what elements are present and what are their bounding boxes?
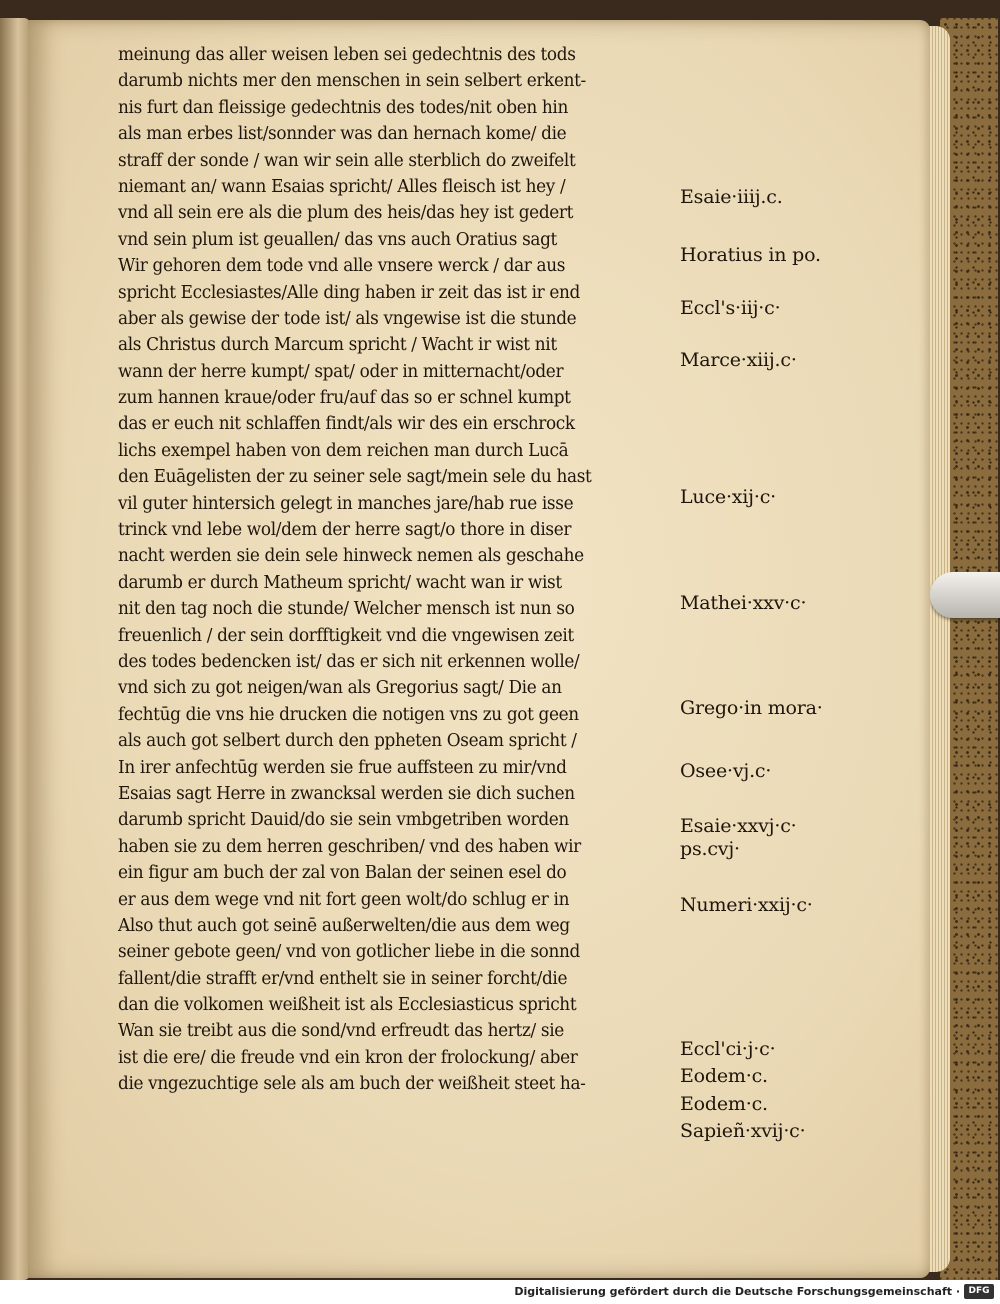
facing-page-edge xyxy=(0,18,30,1280)
text-line: Also thut auch got seinē außerwelten/die aus dem weg xyxy=(118,915,570,936)
text-line: lichs exempel haben von dem reichen man durch Lucā xyxy=(118,440,569,461)
text-line: Wir gehoren dem tode vnd alle vnsere werck / dar aus xyxy=(118,256,566,277)
text-line: zum hannen kraue/oder fru/auf das so er schnel kumpt xyxy=(118,388,571,409)
text-line: vnd sich zu got neigen/wan als Gregorius sagt/ Die an xyxy=(118,678,562,699)
margin-note: Eccl'ci·j·c· xyxy=(680,1038,776,1060)
text-line: Esaias sagt Herre in zwancksal werden sie dich suchen xyxy=(118,783,575,804)
text-line: ist die ere/ die freude vnd ein kron der frolockung/ aber xyxy=(118,1047,578,1068)
text-line: straff der sonde / wan wir sein alle sterblich do zweifelt xyxy=(118,150,576,171)
text-line: ein figur am buch der zal von Balan der seinen esel do xyxy=(118,863,567,884)
text-line: seiner gebote geen/ vnd von gotlicher liebe in die sonnd xyxy=(118,942,580,963)
book-page xyxy=(28,20,930,1278)
margin-note: Mathei·xxv·c· xyxy=(680,592,807,614)
text-line: Wan sie treibt aus die sond/vnd erfreudt das hertz/ sie xyxy=(118,1021,564,1042)
text-line: des todes bedencken ist/ das er sich nit erkennen wolle/ xyxy=(118,651,580,672)
text-line: wann der herre kumpt/ spat/ oder in mitternacht/oder xyxy=(118,361,564,382)
text-line: das er euch nit schlaffen findt/als wir des ein erschrock xyxy=(118,414,575,435)
text-line: den Euāgelisten der zu seiner sele sagt/mein sele du hast xyxy=(118,467,592,488)
text-line: spricht Ecclesiastes/Alle ding haben ir zeit das ist ir end xyxy=(118,282,581,303)
text-line: er aus dem wege vnd nit fort geen wolt/do schlug er in xyxy=(118,889,570,910)
text-line: dan die volkomen weißheit ist als Ecclesiasticus spricht xyxy=(118,995,577,1016)
text-line: darumb spricht Dauid/do sie sein vmbgetriben worden xyxy=(118,810,569,831)
text-line: niemant an/ wann Esaias spricht/ Alles fleisch ist hey / xyxy=(118,176,566,197)
text-line: trinck vnd lebe wol/dem der herre sagt/o thore in diser xyxy=(118,520,572,541)
margin-note: ps.cvj· xyxy=(680,838,740,860)
text-line: aber als gewise der tode ist/ als vngewise ist die stunde xyxy=(118,308,577,329)
funding-credit: Digitalisierung gefördert durch die Deutsche Forschungsgemeinschaft · xyxy=(514,1285,960,1298)
margin-note: Numeri·xxij·c· xyxy=(680,894,813,916)
footer-bar xyxy=(0,1280,1000,1304)
main-text-block xyxy=(118,42,698,1098)
margin-note: Sapieñ·xvij·c· xyxy=(680,1120,806,1142)
page-clip xyxy=(930,572,1000,618)
text-line: meinung das aller weisen leben sei gedechtnis des tods xyxy=(118,45,576,65)
margin-note: Marce·xiij.c· xyxy=(680,349,797,371)
text-line: nacht werden sie dein sele hinweck nemen als geschahe xyxy=(118,546,584,567)
margin-note: Osee·vj.c· xyxy=(680,760,772,782)
text-line: vil guter hintersich gelegt in manches jare/hab rue isse xyxy=(118,493,574,514)
margin-note: Eodem·c. xyxy=(680,1065,768,1087)
text-line: als auch got selbert durch den ppheten Oseam spricht / xyxy=(118,731,577,752)
dfg-logo: DFG xyxy=(964,1284,994,1299)
text-line: In irer anfechtūg werden sie frue auffsteen zu mir/vnd xyxy=(118,757,567,778)
text-line: darumb nichts mer den menschen in sein selbert erkent- xyxy=(118,71,586,92)
text-line: darumb er durch Matheum spricht/ wacht wan ir wist xyxy=(118,572,562,593)
text-line: fechtūg die vns hie drucken die notigen vns zu got geen xyxy=(118,704,579,725)
text-line: als man erbes list/sonnder was dan hernach kome/ die xyxy=(118,124,567,145)
margin-note: Esaie·xxvj·c· xyxy=(680,815,797,837)
margin-note: Esaie·iiij.c. xyxy=(680,186,783,208)
text-line: vnd sein plum ist geuallen/ das vns auch Oratius sagt xyxy=(118,229,558,250)
margin-note: Eodem·c. xyxy=(680,1093,768,1115)
text-line: die vngezuchtige sele als am buch der weißheit steet ha- xyxy=(118,1074,586,1095)
text-line: haben sie zu dem herren geschriben/ vnd des haben wir xyxy=(118,836,581,857)
text-line: nis furt dan fleissige gedechtnis des todes/nit oben hin xyxy=(118,97,569,118)
margin-note: Eccl's·iij·c· xyxy=(680,297,781,319)
text-line: vnd all sein ere als die plum des heis/das hey ist gedert xyxy=(118,203,574,224)
text-line: nit den tag noch die stunde/ Welcher mensch ist nun so xyxy=(118,599,575,620)
margin-note: Horatius in po. xyxy=(680,244,821,266)
text-line: als Christus durch Marcum spricht / Wacht ir wist nit xyxy=(118,335,557,356)
text-line: fallent/die strafft er/vnd enthelt sie in seiner forcht/die xyxy=(118,968,568,989)
margin-note: Luce·xij·c· xyxy=(680,486,776,508)
text-line: freuenlich / der sein dorfftigkeit vnd die vngewisen zeit xyxy=(118,625,574,646)
margin-note: Grego·in mora· xyxy=(680,697,823,719)
